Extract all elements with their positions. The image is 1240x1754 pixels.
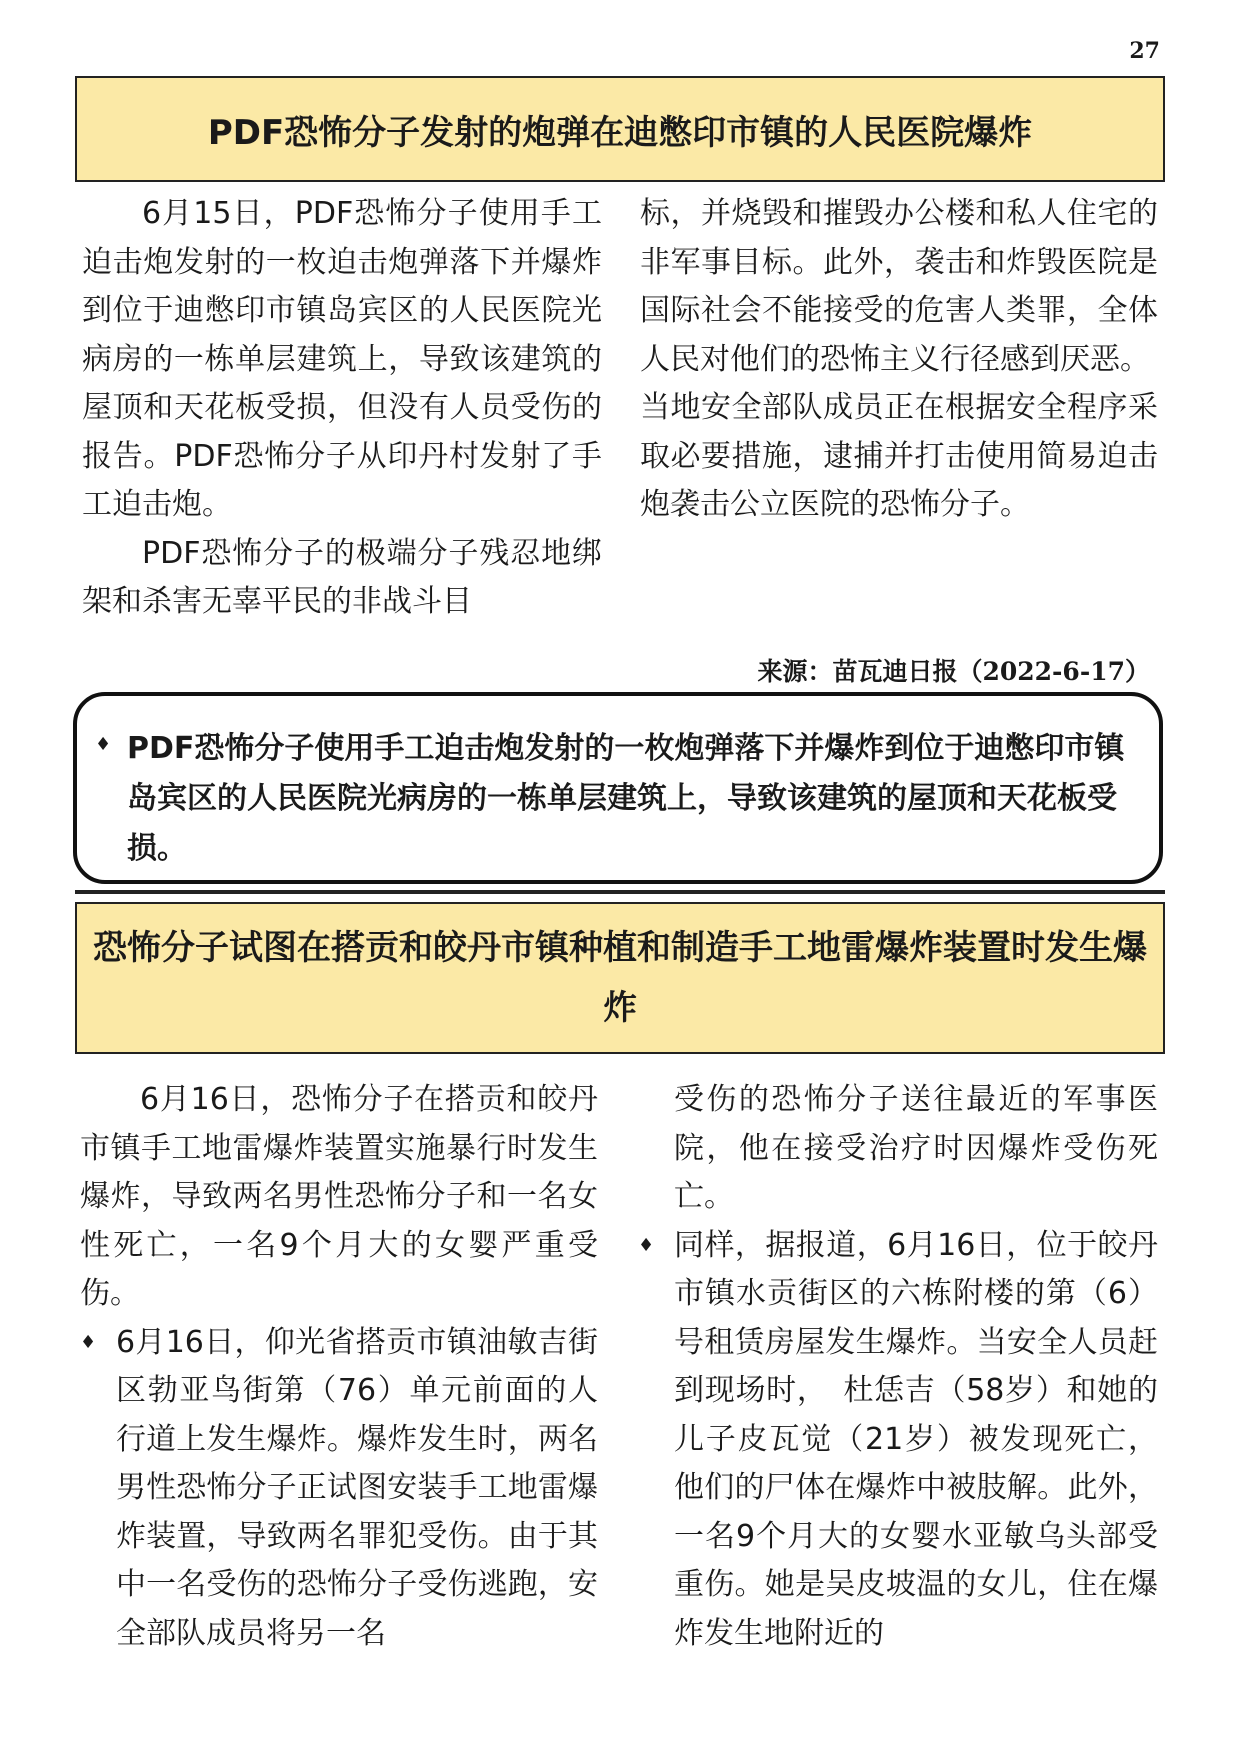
article2-bullet-1-text: 6月16日，仰光省搭贡市镇油敏吉街区勃亚鸟街第（76）单元前面的人行道上发生爆炸。爆炸发生时，两名男性恐怖分子正试图安装手工地雷爆炸装置，导致两名罪犯受伤。由于其中一名受伤的恐怖分子受伤逃跑，安全部队成员将另一名	[116, 1324, 598, 1651]
article2-bullet-2-text: 同样，据报道，6月16日，位于皎丹市镇水贡街区的六栋附楼的第（6）号租赁房屋发生爆炸。当安全人员赶到现场时， 杜恁吉（58岁）和她的儿子皮瓦觉（21岁）被发现死亡，他们的尸体在爆炸中被肢解。此外，一名9个月大的女婴水亚敏乌头部受重伤。她是吴皮坡温的女儿，住在爆炸发生地附近的	[674, 1227, 1158, 1651]
article1-right-paragraph-2: 当地安全部队成员正在根据安全程序采取必要措施，逮捕并打击使用简易迫击炮袭击公立医院的恐怖分子。	[640, 390, 1158, 522]
article1-left-paragraph-1: 6月15日，PDF恐怖分子使用手工迫击炮发射的一枚迫击炮弹落下并爆炸到位于迪憋印市镇岛宾区的人民医院光病房的一栋单层建筑上，导致该建筑的屋顶和天花板受损，但没有人员受伤的报告。PDF恐怖分子从印丹村发射了手工迫击炮。	[82, 196, 602, 522]
article1-source: 来源：苗瓦迪日报（2022-6-17）	[757, 657, 1150, 686]
article2-right-paragraph-1: 受伤的恐怖分子送往最近的军事医院，他在接受治疗时因爆炸受伤死亡。	[674, 1082, 1158, 1214]
article1-left-column	[82, 190, 602, 627]
article1-headline: PDF恐怖分子发射的炮弹在迪憋印市镇的人民医院爆炸	[75, 76, 1165, 182]
article2-bullet-2	[638, 1222, 1158, 1659]
diamond-bullet-icon: ♦	[80, 1331, 97, 1353]
article2-headline: 恐怖分子试图在搭贡和皎丹市镇种植和制造手工地雷爆炸装置时发生爆炸	[75, 902, 1165, 1054]
article2-left-column	[80, 1076, 598, 1658]
diamond-bullet-icon: ♦	[638, 1234, 655, 1256]
article1-right-column	[640, 190, 1158, 530]
article2-right-column	[638, 1076, 1158, 1658]
article2-bullet-1	[80, 1319, 598, 1659]
article1-summary-text: PDF恐怖分子使用手工迫击炮发射的一枚炮弹落下并爆炸到位于迪憋印市镇岛宾区的人民医院光病房的一栋单层建筑上，导致该建筑的屋顶和天花板受损。	[127, 731, 1125, 866]
diamond-bullet-icon: ♦	[95, 734, 112, 755]
article1-summary-box	[73, 692, 1163, 884]
page-number: 27	[1129, 38, 1160, 64]
article2-left-paragraph-1: 6月16日，恐怖分子在搭贡和皎丹市镇手工地雷爆炸装置实施暴行时发生爆炸，导致两名男性恐怖分子和一名女性死亡，一名9个月大的女婴严重受伤。	[80, 1082, 598, 1311]
section-divider	[75, 890, 1165, 894]
article1-right-paragraph-1: 标，并烧毁和摧毁办公楼和私人住宅的非军事目标。此外，袭击和炸毁医院是国际社会不能接受的危害人类罪，全体人民对他们的恐怖主义行径感到厌恶。	[640, 196, 1158, 377]
article1-left-paragraph-2: PDF恐怖分子的极端分子残忍地绑架和杀害无辜平民的非战斗目	[82, 535, 602, 619]
